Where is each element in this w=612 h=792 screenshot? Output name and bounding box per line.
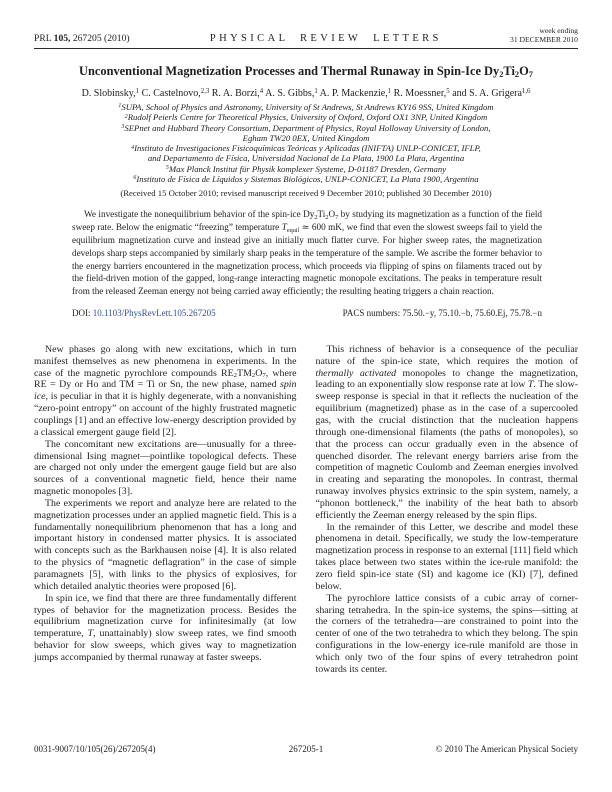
affiliation-line: $^3$SEPnet and Hubbard Theory Consortium, Department of Physics, Royal Holloway University of London, <box>121 122 491 133</box>
pacs-numbers: PACS numbers: 75.50.−y, 75.10.−b, 75.60.Ej, 75.78.−n <box>342 307 542 318</box>
paper-title: Unconventional Magnetization Processes and Thermal Runaway in Spin-Ice $Dy_2Ti_2O_7$ <box>79 64 533 80</box>
paragraph: The pyrochlore lattice consists of a cubic array of corner-sharing tetrahedra. In the spin-ice systems, the spins—sitting at the corners of the tetrahedra—are constrained to point into the center of one of the two tetrahedra to which they belong. The spin configurations in the low-energy ice-rule manifold are those in which only two of the four spins of every tetrahedron point towards its center. <box>315 592 578 675</box>
affiliation-line: $^1$SUPA, School of Physics and Astronomy, University of St Andrews, St Andrews KY16 9SS, United Kingdom <box>118 102 494 112</box>
affiliations-block <box>34 102 578 184</box>
doi-label: DOI: <box>72 307 93 318</box>
issn-code: 0031-9007/10/105(26)/267205(4) <box>34 744 156 754</box>
doi-line <box>72 308 216 318</box>
affiliation-line: $^4$Instituto de Investigaciones Fisicoquímicas Teóricas y Aplicadas (INIFTA) UNLP-CONICET, IFLP, <box>131 143 481 154</box>
paragraph: The experiments we report and analyze here are related to the magnetization processes under an applied magnetic field. This is a fundamentally nonequilibrium phenomenon that has a long and important history in condensed matter physics. It is associated with concepts such as the Barkhausen noise [4]. It is also related to the physics of “magnetic deflagration” in the case of simple paramagnets [5], with links to the physics of explosives, for which detailed analytic theories were proposed [6]. <box>34 497 297 592</box>
affiliation-line: $^6$Instituto de Física de Líquidos y Sistemas Biológicos, UNLP-CONICET, La Plata 1900, Argentina <box>133 174 479 185</box>
issue-date: 31 DECEMBER 2010 <box>510 35 578 44</box>
affiliation-line: $^2$Rudolf Peierls Centre for Theoretical Physics, University of Oxford, Oxford OX1 3NP, United Kingdom <box>124 112 488 123</box>
doi-pacs-row <box>72 308 542 318</box>
paragraph: In the remainder of this Letter, we describe and model these phenomena in detail. Specifically, we study the low-temperature magnetization process in response to an external [111] field which takes place between two states within the ice-rule manifold: the zero field spin-ice state (SI) and kagome ice (KI) [7], defined below. <box>315 521 578 592</box>
journal-reference: PRL 105, 267205 (2010) <box>34 33 130 44</box>
week-ending-label: week ending <box>539 26 578 35</box>
left-column <box>34 344 297 676</box>
author-list: D. Slobinsky,$^1$ C. Castelnovo,$^{2,3}$ R. A. Borzi,$^4$ A. S. Gibbs,$^1$ A. P. Mackenzie,$^1$ R. Moessner,$^5$ and S. A. Grigera$^{1,6}$ <box>81 87 531 99</box>
journal-header <box>34 26 578 49</box>
abstract-text: We investigate the nonequilibrium behavior of the spin-ice $Dy_2Ti_2O_7$ by studying its magnetization as a function of the field sweep rate. Below the enigmatic “freezing” temperature $T_{equil}$ ≃ 600 mK, we find that even the slowest sweeps fail to yield the equilibrium magnetization curve and instead give an initially much flatter curve. For higher sweep rates, the magnetization develops sharp steps accompanied by similarly sharp peaks in the temperature of the sample. We ascribe the former behavior to the energy barriers encountered in the magnetization process, which proceeds via flipping of spins on filaments traced out by the field-driven motion of the gapped, long-range interacting magnetic monopole excitations. The peaks in temperature result from the released Zeeman energy not being carried away efficiently; the resulting heating triggers a chain reaction. <box>72 209 542 297</box>
body-text <box>34 344 578 676</box>
paragraph: In spin ice, we find that there are three fundamentally different types of behavior for the magnetization process. Besides the equilibrium magnetization curve for infinitesimally (at low temperature, T, unattainably) slow sweep rates, we find smooth behavior for slow sweeps, which gives way to magnetization jumps accompanied by thermal runaway at faster sweeps. <box>34 592 297 663</box>
copyright-notice: © 2010 The American Physical Society <box>435 744 578 754</box>
affiliation-line: $^5$Max Planck Institut für Physik komplexer Systeme, D-01187 Dresden, Germany <box>165 163 447 174</box>
right-column <box>316 344 579 676</box>
paragraph: This richness of behavior is a consequence of the peculiar nature of the spin-ice state, which requires the motion of thermally activated monopoles to change the magnetization, leading to an exponentially slow response rate at low T. The slow-sweep response is special in that it reflects the nucleation of the equilibrium (magnetized) phase as in the case of a supercooled gas, with the crucial distinction that the nucleation happens through one-dimensional filaments (the paths of monopoles), so that the process can occur gradually even in the absence of quenched disorder. The relevant energy barriers arise from the competition of magnetic Coulomb and Zeeman energies involved in creating and separating the monopoles. In contrast, thermal runaway involves physics extrinsic to the spin system, namely, a “phonon bottleneck,” the inability of the heat bath to absorb efficiently the Zeeman energy released by the spin flips. <box>315 343 579 521</box>
received-dates: (Received 15 October 2010; revised manuscript received 9 December 2010; published 30 December 2010) <box>120 188 492 199</box>
affiliation-line: Egham TW20 0EX, United Kingdom <box>242 132 370 143</box>
abstract <box>72 208 542 298</box>
page-number: 267205-1 <box>288 744 324 754</box>
paragraph: New phases go along with new excitations, which in turn manifest themselves as new phenomena in experiments. In the case of the magnetic pyrochlore compounds $RE_2TM_2O_7$, where RE = Dy or Ho and TM = Ti or Sn, the new phase, named spin ice, is peculiar in that it is highly degenerate, with a nonvanishing “zero-point entropy” on account of the highly frustrated magnetic couplings [1] and an effective low-energy description provided by a classical emergent gauge field [2]. <box>34 343 297 438</box>
journal-name: PHYSICAL REVIEW LETTERS <box>209 33 442 44</box>
affiliation-line: and Departamento de Física, Universidad Nacional de La Plata, 1900 La Plata, Argentina <box>147 153 465 164</box>
doi-link[interactable]: 10.1103/PhysRevLett.105.267205 <box>92 307 216 318</box>
paragraph: The concomitant new excitations are—unusually for a three-dimensional Ising magnet—pointlike topological defects. These are charged not only under the emergent gauge field but are also sources of a conventional magnetic field, hence their name magnetic monopoles [3]. <box>34 438 297 498</box>
week-ending-date <box>510 26 578 44</box>
page-footer <box>34 744 578 754</box>
